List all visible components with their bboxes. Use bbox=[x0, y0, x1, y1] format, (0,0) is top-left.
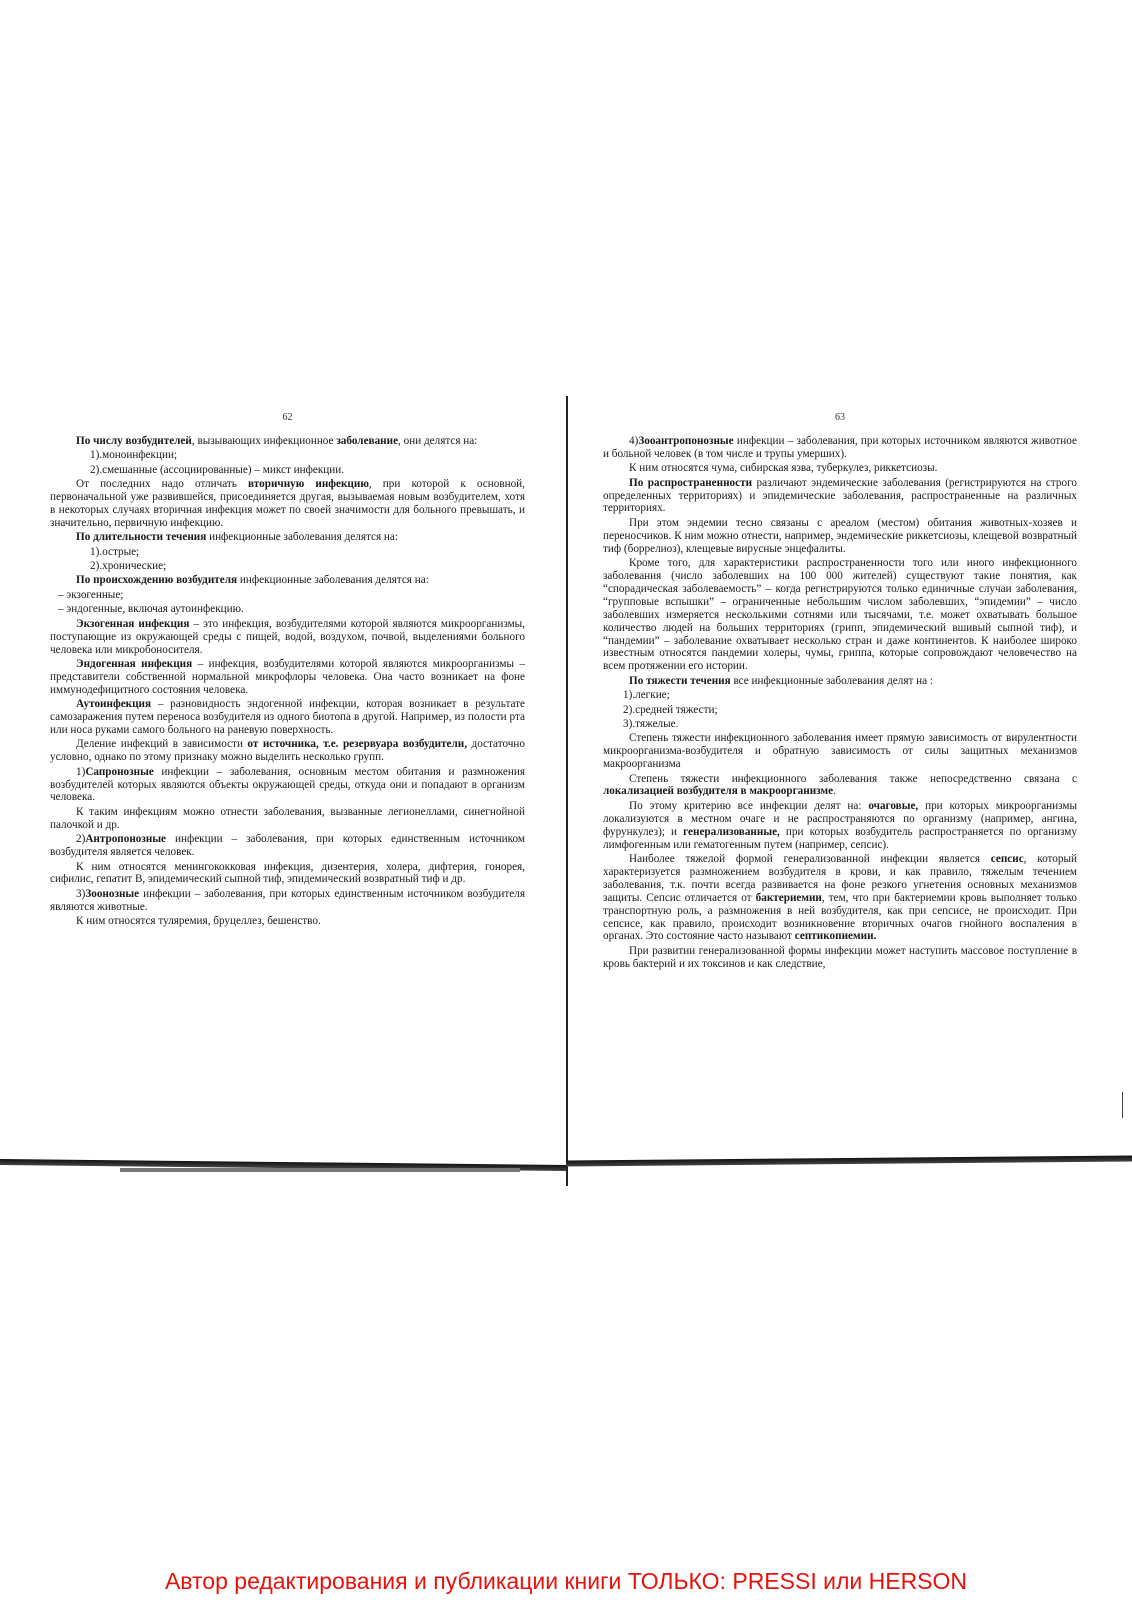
scan-edge-shadow bbox=[120, 1168, 520, 1172]
paragraph: К ним относятся чума, сибирская язва, туберкулез, риккетсиозы. bbox=[629, 462, 938, 475]
paragraph: Экзогенная инфекция – это инфекция, возбудителями которой являются микроорганизмы, поступающие из окружающей среды с пищей, водой, воздухом, почвой, выделениями больного человека или микробоносителя. bbox=[50, 617, 525, 656]
bold-term: По числу возбудителей bbox=[76, 434, 192, 447]
paragraph: 3)Зоонозные инфекции – заболевания, при которых единственным источником возбудителя являются животные. bbox=[50, 887, 525, 913]
paragraph: По тяжести течения все инфекционные заболевания делят на : bbox=[629, 674, 934, 687]
bold-term: Эндогенная инфекция bbox=[76, 657, 193, 670]
bold-term: Антропонозные bbox=[85, 833, 167, 846]
bold-term: очаговые, bbox=[868, 799, 919, 812]
bold-term: вторичную инфекцию bbox=[248, 478, 369, 491]
paragraph: 2).смешанные (ассоциированные) – микст инфекции. bbox=[90, 463, 345, 476]
left-page-body bbox=[50, 435, 525, 928]
bold-term: генерализованные, bbox=[683, 825, 780, 838]
bold-term: По тяжести течения bbox=[629, 674, 731, 687]
bold-term: Экзогенная инфекция bbox=[76, 617, 190, 630]
bold-term: По длительности течения bbox=[76, 531, 207, 544]
paragraph: Наиболее тяжелой формой генерализованной инфекции является сепсис, который характеризуется размножением возбудителя в крови, и как правило, тяжелым течением заболевания, т.к. почти всегда развивается на фоне резкого угнетения основных механизмов защиты. Сепсис отличается от бактериемии, тем, что при бактериемии кровь выполняет только транспортную роль, а размножения в ней возбудителя, как при сепсисе, не происходит. При сепсисе, как правило, происходит возникновение вторичных очагов гнойного воспаления в органах. Это состояние часто называют септикопиемии. bbox=[603, 853, 1077, 943]
bold-term: локализацией возбудителя в макроорганизме bbox=[603, 785, 834, 798]
book-spine bbox=[566, 396, 568, 1186]
paragraph: Деление инфекций в зависимости от источника, т.е. резервуара возбудители, достаточно условно, однако по этому признаку можно выделить несколько групп. bbox=[50, 738, 525, 764]
bold-term: бактериемии bbox=[755, 891, 822, 904]
bold-term: от источника, т.е. резервуара возбудители, bbox=[247, 738, 468, 751]
paragraph: При этом эндемии тесно связаны с ареалом (местом) обитания животных-хозяев и переносчиков. К ним можно отнести, например, эндемические риккетсиозы, клещевой возвратный тиф (боррелиоз), клещевые вирусные энцефалиты. bbox=[603, 516, 1077, 555]
paragraph: Степень тяжести инфекционного заболевания имеет прямую зависимость от вирулентности микроорганизма-возбудителя и обратную зависимость от силы защитных механизмов макроорганизма bbox=[603, 732, 1077, 771]
paragraph: Кроме того, для характеристики распространенности того или иного инфекционного заболевания (число заболевших на 100 000 жителей) существуют такие понятия, как “спорадическая заболеваемость” – когда регистрируются только единичные случаи заболевания, “групповые вспышки” – ограниченные небольшим числом заболевших, “эпидемии” – число заболевших измеряется несколькими сотнями или тысячами, т.е. может охватывать большое количество людей на больших территориях (грипп, эпидемический вшивый сыпной тиф), и “пандемии” – заболевание охватывает несколько стран и даже континентов. К наиболее широко известным относятся пандемии холеры, чумы, гриппа, которые сопровождают человечество на всем протяжении его истории. bbox=[603, 557, 1077, 673]
paragraph: По длительности течения инфекционные заболевания делятся на: bbox=[76, 531, 398, 544]
paragraph: Эндогенная инфекция – инфекция, возбудителями которой являются микроорганизмы – представители собственной нормальной микрофлоры человека. Она часто возникает на фоне иммунодефицитного состояния человека. bbox=[50, 657, 525, 696]
bold-term: Аутоинфекция bbox=[76, 698, 152, 711]
page-number-left: 62 bbox=[282, 412, 293, 423]
paragraph: 1).моноинфекции; bbox=[90, 449, 178, 462]
bold-term: Зооантропонозные bbox=[638, 434, 734, 447]
paragraph: 1).острые; bbox=[90, 545, 140, 558]
paragraph: К таким инфекциям можно отнести заболевания, вызванные легионеллами, синегнойной палочкой и др. bbox=[50, 805, 525, 831]
bold-term: сепсис bbox=[990, 853, 1024, 865]
page-number-right: 63 bbox=[835, 412, 845, 423]
paragraph: От последних надо отличать вторичную инфекцию, при которой к основной, первоначальной уже развившейся, присоединяется другая, вызываемая новым возбудителем, хотя в некоторых случаях вторичная инфекция может по своей значимости для больного превышать, и значительно, первичную инфекцию. bbox=[50, 478, 525, 529]
bold-term: По происхождению возбудителя bbox=[76, 574, 238, 587]
paragraph: 2).хронические; bbox=[90, 560, 167, 573]
right-page-body bbox=[603, 435, 1077, 971]
paragraph: 4)Зооантропонозные инфекции – заболевания, при которых источником являются животное и больной человек (в том числе и трупы умерших). bbox=[603, 434, 1077, 460]
publisher-watermark: Автор редактирования и публикации книги ТОЛЬКО: PRESSI или HERSON bbox=[164, 1568, 968, 1594]
paragraph: 2).средней тяжести; bbox=[623, 703, 718, 716]
bold-term: По распространенности bbox=[629, 476, 753, 489]
scan-margin-mark bbox=[1122, 1092, 1123, 1118]
bold-term: Сапронозные bbox=[85, 765, 154, 778]
bold-term: заболевание bbox=[336, 434, 399, 447]
page-bottom-edge-right bbox=[566, 1156, 1132, 1167]
paragraph: 3).тяжелые. bbox=[623, 717, 679, 730]
paragraph: По распространенности различают эндемические заболевания (регистрируются на строго определенных территориях) и эпидемические заболевания, распространенные на различных территориях. bbox=[603, 476, 1077, 515]
paragraph: 1)Сапронозные инфекции – заболевания, основным местом обитания и размножения возбудителей которых являются объекты окружающей среды, откуда они и попадают в организм человека. bbox=[50, 765, 525, 804]
paragraph: По этому критерию все инфекции делят на: очаговые, при которых микроорганизмы локализуются в местном очаге и не распространяются по организму (например, ангина, фурункулез); и генерализованные, при которых возбудитель распространяется по организму лимфогенным или гематогенным путем (например, сепсис). bbox=[603, 799, 1077, 851]
paragraph: 1).легкие; bbox=[623, 689, 670, 702]
paragraph: Степень тяжести инфекционного заболевания также непосредственно связана с локализацией возбудителя в макроорганизме. bbox=[603, 772, 1077, 798]
paragraph: – экзогенные; bbox=[58, 588, 124, 601]
bold-term: септикопиемии. bbox=[794, 930, 877, 943]
paragraph: – эндогенные, включая аутоинфекцию. bbox=[58, 603, 244, 616]
paragraph: 2)Антропонозные инфекции – заболевания, при которых единственным источником возбудителя является человек. bbox=[50, 833, 525, 859]
right-page bbox=[603, 412, 1077, 972]
paragraph: К ним относятся туляремия, бруцеллез, бешенство. bbox=[76, 915, 321, 928]
paragraph: По числу возбудителей, вызывающих инфекционное заболевание, они делятся на: bbox=[76, 434, 478, 447]
paragraph: Аутоинфекция – разновидность эндогенной инфекции, которая возникает в результате самозаражения путем переноса возбудителя из одного биотопа в другой. Например, из полости рта или носа руками самого больного на раневую поверхность. bbox=[50, 698, 525, 736]
paragraph: К ним относятся менингококковая инфекция, дизентерия, холера, дифтерия, гонорея, сифилис, гепатит В, эпидемический сыпной тиф, эпидемический возвратный тиф и др. bbox=[50, 860, 525, 886]
paragraph: При развитии генерализованной формы инфекции может наступить массовое поступление в кровь бактерий и их токсинов и как следствие, bbox=[603, 944, 1077, 970]
left-page bbox=[50, 412, 525, 930]
bold-term: Зоонозные bbox=[85, 887, 140, 900]
paragraph: По происхождению возбудителя инфекционные заболевания делятся на: bbox=[76, 574, 429, 587]
